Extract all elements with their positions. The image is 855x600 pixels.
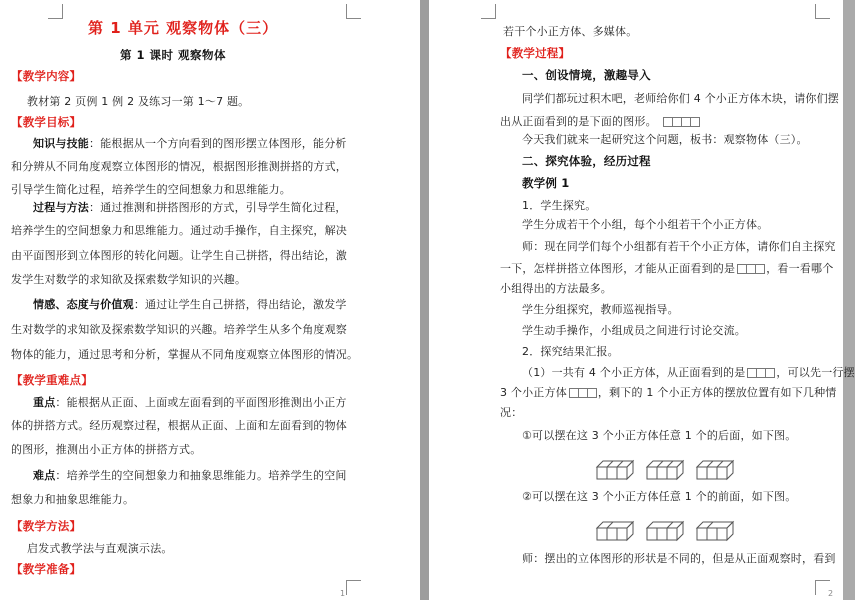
cube-figure-a bbox=[597, 461, 633, 479]
cube-row-icon bbox=[737, 262, 764, 275]
difficult-line-1: 难点：培养学生的空间想象力和抽象思维能力。培养学生的空间 bbox=[33, 469, 347, 482]
teacher-line-3: 小组得出的方法最多。 bbox=[500, 282, 612, 295]
method-text: 启发式教学法与直观演示法。 bbox=[27, 542, 173, 555]
cube-figure-e bbox=[647, 522, 683, 540]
step1-line-1: 同学们都玩过积木吧，老师给你们 4 个小正方体木块，请你们摆 bbox=[522, 92, 839, 105]
process-line-1: 过程与方法：通过推测和拼搭图形的方式，引导学生简化过程， bbox=[33, 201, 347, 214]
step1-after: 今天我们就来一起研究这个问题，板书：观察物体（三）。 bbox=[522, 133, 808, 146]
knowledge-line-3: 引导学生简化过程，培养学生的空间想象力和思维能力。 bbox=[11, 183, 291, 196]
section-heading-process: 【教学过程】 bbox=[500, 46, 571, 60]
emotion-line-2: 生对数学的求知欲及探索数学知识的兴趣。培养学生从多个角度观察 bbox=[11, 323, 347, 336]
example-heading: 教学例 1 bbox=[522, 176, 570, 190]
page-2 bbox=[429, 0, 855, 600]
result-line-1: （1）一共有 4 个小正方体，从正面看到的是 ，可以先一行摆 bbox=[522, 366, 855, 379]
cube-row-icon bbox=[747, 366, 774, 379]
key-line-1: 重点：能根据从正面、上面或左面看到的平面图形推测出小正方 bbox=[33, 396, 347, 409]
crop-mark bbox=[481, 4, 496, 19]
section-heading-prep: 【教学准备】 bbox=[11, 562, 82, 576]
emotion-line-3: 物体的能力，通过思考和分析，掌握从不同角度观察立体图形的情况。 bbox=[11, 348, 359, 361]
hands-on: 学生动手操作，小组成员之间进行讨论交流。 bbox=[522, 324, 746, 337]
unit-title: 第 1 单元 观察物体（三） bbox=[88, 19, 279, 37]
result-line-3: 况： bbox=[500, 406, 523, 419]
page-1 bbox=[0, 0, 420, 600]
lesson-subtitle: 第 1 课时 观察物体 bbox=[120, 48, 227, 62]
teacher-line-2: 一下，怎样拼搭立体图形，才能从正面看到的是 ，看一看哪个 bbox=[500, 262, 834, 275]
cube-figures-front bbox=[594, 516, 744, 546]
process-line-3: 由平面图形到立体图形的转化问题。让学生自己拼搭，得出结论，激 bbox=[11, 249, 347, 262]
cube-figure-f bbox=[697, 522, 733, 540]
case-2: ②可以摆在这 3 个小正方体任意 1 个的前面，如下图。 bbox=[522, 490, 797, 503]
knowledge-line-1: 知识与技能：能根据从一个方向看到的图形摆立体图形，能分析 bbox=[33, 137, 347, 150]
crop-mark bbox=[346, 4, 361, 19]
cube-row-icon bbox=[663, 115, 699, 128]
key-line-2: 体的拼搭方式。经历观察过程，根据从正面、上面和左面看到的物体 bbox=[11, 419, 347, 432]
page-number: 2 bbox=[828, 589, 834, 598]
teacher-end: 师：摆出的立体图形的形状是不同的，但是从正面观察时，看到 bbox=[522, 552, 836, 565]
process-line-4: 发学生对数学的求知欲及探索数学知识的兴趣。 bbox=[11, 273, 247, 286]
difficult-line-2: 想象力和抽象思维能力。 bbox=[11, 493, 135, 506]
cube-figure-b bbox=[647, 461, 683, 479]
result-line-2: 3 个小正方体 ，剩下的 1 个小正方体的摆放位置有如下几种情 bbox=[500, 386, 837, 399]
crop-mark bbox=[815, 4, 830, 19]
step2-heading: 二、探究体验，经历过程 bbox=[522, 154, 651, 168]
page-gutter bbox=[420, 0, 429, 600]
emotion-line-1: 情感、态度与价值观：通过让学生自己拼搭，得出结论，激发学 bbox=[33, 298, 347, 311]
section-heading-content: 【教学内容】 bbox=[11, 69, 82, 83]
knowledge-line-2: 和分辨从不同角度观察立体图形的情况，根据图形推测拼搭的方式， bbox=[11, 160, 347, 173]
page-number: 1 bbox=[340, 589, 346, 598]
key-label: 重点 bbox=[33, 396, 56, 409]
report: 2．探究结果汇报。 bbox=[522, 345, 619, 358]
process-line-2: 培养学生的空间想象力和思维能力。通过动手操作，自主探究，解决 bbox=[11, 224, 347, 237]
cube-figures-behind bbox=[594, 455, 744, 485]
section-heading-method: 【教学方法】 bbox=[11, 519, 82, 533]
cube-row-icon bbox=[569, 386, 596, 399]
key-line-3: 的图形，推测出小正方体的拼搭方式。 bbox=[11, 443, 202, 456]
explore-group: 学生分成若干个小组，每个小组若干个小正方体。 bbox=[522, 218, 769, 231]
case-1: ①可以摆在这 3 个小正方体任意 1 个的后面，如下图。 bbox=[522, 429, 797, 442]
explore-1: 1．学生探究。 bbox=[522, 199, 597, 212]
section-heading-goals: 【教学目标】 bbox=[11, 115, 82, 129]
process-label: 过程与方法 bbox=[33, 201, 89, 214]
group-explore: 学生分组探究，教师巡视指导。 bbox=[522, 303, 679, 316]
prep-line: 若干个小正方体、多媒体。 bbox=[503, 25, 638, 38]
section-heading-keypoints: 【教学重难点】 bbox=[11, 373, 93, 387]
content-text: 教材第 2 页例 1 例 2 及练习一第 1～7 题。 bbox=[27, 95, 250, 108]
step1-line-2: 出从正面看到的是下面的图形。 bbox=[500, 115, 699, 128]
knowledge-label: 知识与技能 bbox=[33, 137, 89, 150]
crop-mark bbox=[346, 580, 361, 595]
teacher-line-1: 师：现在同学们每个小组都有若干个小正方体，请你们自主探究 bbox=[522, 240, 836, 253]
cube-figure-d bbox=[597, 522, 633, 540]
difficult-label: 难点 bbox=[33, 469, 56, 482]
crop-mark bbox=[48, 4, 63, 19]
emotion-label: 情感、态度与价值观 bbox=[33, 298, 134, 311]
cube-figure-c bbox=[697, 461, 733, 479]
step1-heading: 一、创设情境，激趣导入 bbox=[522, 68, 651, 82]
